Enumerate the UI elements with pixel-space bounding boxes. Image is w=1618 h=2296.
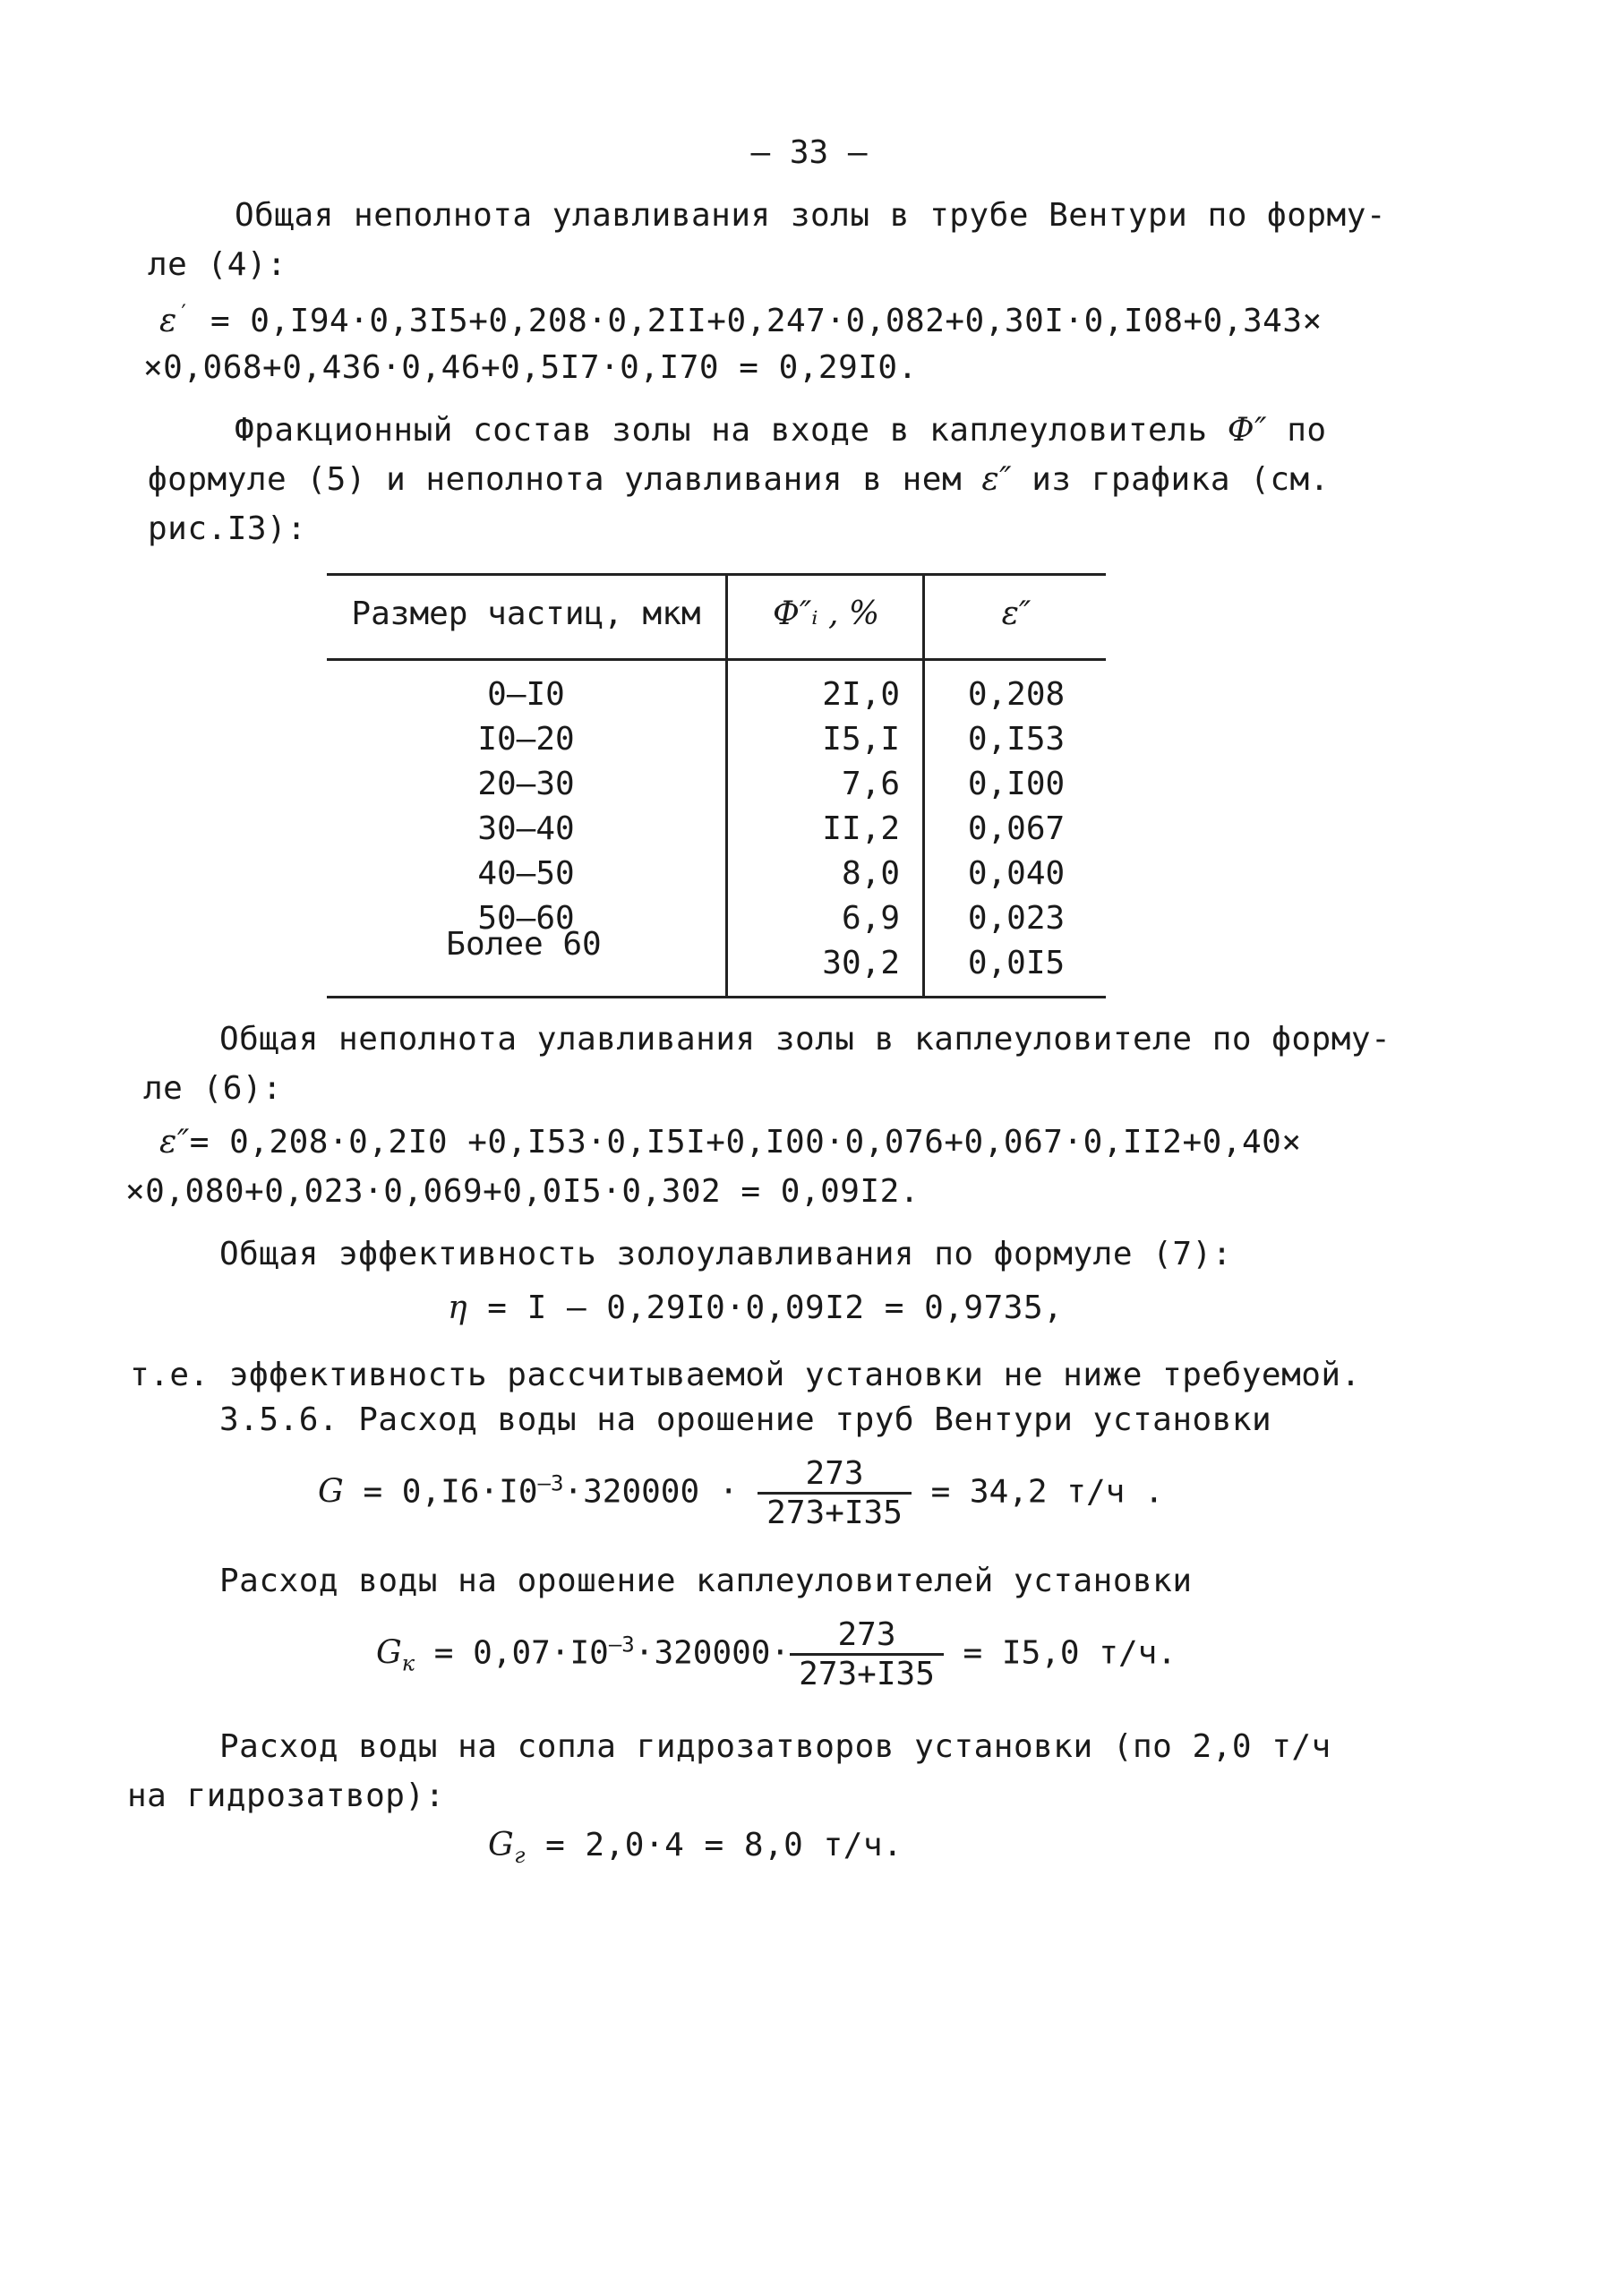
equation-4-fraction	[758, 1455, 912, 1531]
equation-3-text: = I – 0,29I0·0,09I2 = 0,9735,	[467, 1289, 1064, 1326]
g-symbol: G	[376, 1634, 402, 1672]
equation-water-hydraulic-seal	[488, 1827, 903, 1868]
paragraph-2-text-a: Фракционный состав золы на входе в каплеуловитель	[235, 412, 1228, 449]
table-cell-epsilon: 0,0I5	[967, 945, 1066, 981]
fraction-denominator: 273+I35	[799, 1656, 935, 1692]
table-top-rule	[327, 573, 1106, 576]
paragraph-2-text-c: формуле (5) и неполнота улавливания в нем	[148, 461, 982, 498]
g-subscript: к	[401, 1650, 415, 1676]
equation-4-left: = 0,I6·I0	[343, 1473, 538, 1511]
table-cell-epsilon: 0,I00	[967, 766, 1066, 802]
equation-eps-double-prime-line-1	[159, 1124, 1302, 1161]
table-cell-size: 20–30	[477, 766, 575, 802]
header-particle-size: Размер частиц, мкм	[351, 595, 701, 632]
fraction-denominator: 273+I35	[766, 1495, 903, 1531]
table-cell-size: 40–50	[477, 855, 575, 892]
equation-4-mid: ·320000 ·	[563, 1473, 758, 1511]
header-epsilon: ε″	[1001, 595, 1032, 632]
paragraph-6-line-1: Расход воды на орошение каплеуловителей установки	[219, 1563, 1193, 1599]
equation-water-venturi	[318, 1455, 1164, 1531]
table-cell-epsilon: 0,023	[967, 900, 1066, 937]
phi-double-prime: Ф″	[1227, 412, 1268, 449]
epsilon-double-prime-symbol: ε″	[159, 1124, 190, 1161]
table-cell-size: 0–I0	[487, 676, 565, 713]
table-column-divider-1	[725, 573, 728, 998]
table-cell-phi: 6,9	[841, 900, 900, 937]
equation-efficiency	[448, 1289, 1063, 1326]
table-cell-epsilon: 0,067	[967, 810, 1066, 847]
table-column-divider-2	[922, 573, 925, 998]
page-number: – 33 –	[750, 134, 868, 171]
g-subscript: г	[514, 1843, 526, 1869]
equation-4-exponent: –3	[537, 1470, 564, 1496]
paragraph-7-line-2: на гидрозатвор):	[127, 1778, 445, 1814]
paragraph-3-line-2: ле (6):	[143, 1070, 283, 1107]
equation-2-text-1: = 0,208·0,2I0 +0,I53·0,I5I+0,I00·0,076+0,067·0,II2+0,40×	[189, 1124, 1302, 1161]
table-bottom-rule	[327, 996, 1106, 998]
table-cell-phi: I5,I	[822, 721, 900, 758]
equation-water-droplet-catcher	[376, 1616, 1177, 1692]
equation-5-left: = 0,07·I0	[415, 1634, 609, 1672]
table-header-rule	[327, 658, 1106, 661]
table-cell-size: 50–60	[477, 900, 575, 937]
table-cell-phi: 2I,0	[822, 676, 900, 713]
paragraph-2-line-3: рис.I3):	[148, 510, 307, 547]
table-cell-phi: 8,0	[841, 855, 900, 892]
equation-5-right: = I5,0 т/ч.	[943, 1634, 1177, 1672]
fraction-numerator: 273	[837, 1616, 896, 1653]
paragraph-7-line-1: Расход воды на сопла гидрозатворов установки (по 2,0 т/ч	[219, 1728, 1331, 1765]
table-cell-size: Более 60	[446, 926, 602, 963]
prime-mark: ′	[176, 300, 191, 325]
table-cell-epsilon: 0,040	[967, 855, 1066, 892]
fraction-numerator: 273	[805, 1455, 864, 1492]
paragraph-4-line-1: Общая эффективность золоулавливания по формуле (7):	[219, 1236, 1232, 1272]
paragraph-2-text-b: по	[1267, 412, 1327, 449]
table-cell-epsilon: 0,208	[967, 676, 1066, 713]
table-cell-phi: 7,6	[841, 766, 900, 802]
equation-eps-double-prime-line-2: ×0,080+0,023·0,069+0,0I5·0,302 = 0,09I2.	[125, 1173, 920, 1210]
paragraph-1-line-2: ле (4):	[148, 246, 287, 283]
g-symbol: G	[318, 1473, 344, 1511]
table-cell-phi: II,2	[822, 810, 900, 847]
paragraph-5-line-1: т.е. эффективность рассчитываемой установки не ниже требуемой.	[130, 1357, 1361, 1393]
epsilon-symbol: ε	[159, 303, 177, 339]
paragraph-2-line-2	[148, 461, 1330, 498]
paragraph-2-line-1	[235, 412, 1327, 449]
table-cell-size: I0–20	[477, 721, 575, 758]
equation-5-exponent: –3	[608, 1632, 635, 1658]
equation-1-text-1: = 0,I94·0,3I5+0,208·0,2II+0,247·0,082+0,30I·0,I08+0,343×	[190, 303, 1323, 339]
paragraph-1-line-1: Общая неполнота улавливания золы в трубе Вентури по форму-	[235, 197, 1387, 234]
equation-5-fraction	[790, 1616, 944, 1692]
header-phi: Ф″ᵢ , %	[772, 595, 880, 632]
table-cell-phi: 30,2	[822, 945, 900, 981]
equation-eps-prime-line-1	[159, 300, 1323, 339]
equation-5-mid: ·320000·	[634, 1634, 791, 1672]
paragraph-5-line-2: 3.5.6. Расход воды на орошение труб Вентури установки	[219, 1401, 1272, 1438]
equation-4-right: = 34,2 т/ч .	[911, 1473, 1164, 1511]
g-symbol: G	[488, 1827, 515, 1863]
paragraph-3-line-1: Общая неполнота улавливания золы в каплеуловителе по форму-	[219, 1021, 1391, 1058]
paragraph-2-text-d: из графика (см.	[1012, 461, 1330, 498]
table-cell-size: 30–40	[477, 810, 575, 847]
equation-eps-prime-line-2: ×0,068+0,436·0,46+0,5I7·0,I70 = 0,29I0.	[143, 349, 918, 386]
table-cell-epsilon: 0,I53	[967, 721, 1066, 758]
epsilon-double-prime: ε″	[981, 461, 1013, 498]
eta-symbol: η	[448, 1289, 468, 1326]
equation-6-text: = 2,0·4 = 8,0 т/ч.	[525, 1827, 903, 1863]
